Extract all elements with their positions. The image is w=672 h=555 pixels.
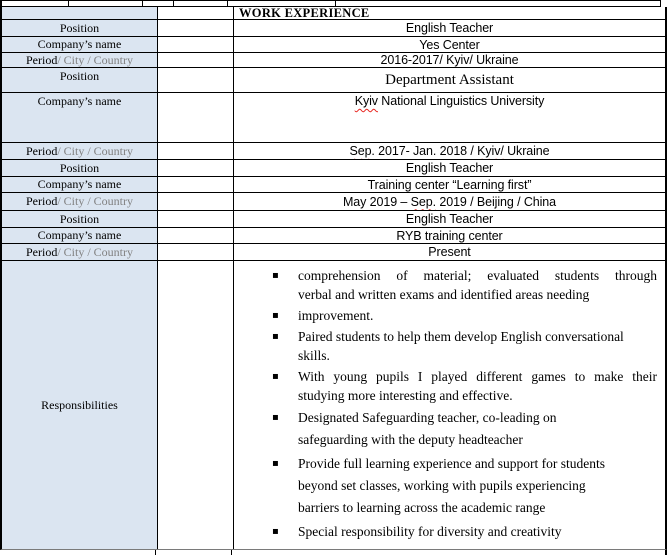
row-label-cell [2, 244, 158, 260]
value-text-part: Department Assistant [385, 71, 514, 88]
table-row [2, 211, 665, 228]
bullet-item [272, 367, 657, 405]
table-row [2, 93, 665, 143]
row-middle-cell [158, 20, 234, 36]
table-row [2, 244, 665, 261]
previous-table-row-remnant [0, 0, 661, 7]
bullet-square-icon: ▪ [272, 526, 279, 537]
row-middle-cell [158, 211, 234, 227]
row-middle-cell [158, 93, 234, 142]
value-text-part: English Teacher [405, 21, 494, 35]
row-label-cell [2, 143, 158, 159]
bullet-square-icon: ▪ [272, 310, 279, 321]
misspelled-text: Kyiv [354, 94, 378, 108]
row-label-cell [2, 211, 158, 227]
grid-line [227, 1, 228, 6]
work-experience-table [0, 7, 667, 550]
row-value [368, 178, 532, 192]
bullet-line: With young pupils I played different games to make their [298, 369, 657, 384]
responsibilities-cell [234, 261, 665, 549]
value-text-part: Training center “Learning first” [367, 177, 532, 192]
value-text-part: Ukraine [503, 144, 550, 158]
grid-line [665, 550, 667, 555]
bullet-line: improvement. [298, 308, 374, 323]
row-value [396, 229, 502, 243]
bullet-line: barriers to learning across the academic range [298, 500, 546, 515]
table-row [2, 143, 665, 160]
table-row [2, 261, 665, 549]
row-label-muted-part: / City / Country [57, 194, 134, 208]
row-value-cell [234, 143, 665, 159]
bullet-item [272, 407, 657, 451]
row-label-cell [2, 20, 158, 36]
row-middle-cell [158, 244, 234, 260]
row-middle-cell [158, 143, 234, 159]
table-row [2, 68, 665, 93]
row-value [406, 212, 493, 226]
bullet-line: Paired students to help them develop English conversational [298, 329, 624, 344]
table-row [2, 53, 665, 68]
table-row [2, 228, 665, 244]
row-middle-cell [158, 177, 234, 192]
row-label: Company’s name [37, 228, 122, 242]
misspelled-text: Sep. [410, 194, 436, 209]
responsibilities-list [242, 266, 657, 543]
table-row [2, 193, 665, 211]
row-label-muted-part: / City / Country [57, 244, 134, 259]
table-row [2, 160, 665, 177]
row-label: Period [25, 53, 58, 67]
row-label-cell [2, 68, 158, 92]
bullet-line: safeguarding with the deputy headteacher [298, 432, 523, 447]
row-label-cell [2, 177, 158, 192]
row-value [385, 72, 514, 89]
row-label-cell [2, 53, 158, 67]
grid-line [155, 550, 156, 555]
row-value-cell [234, 37, 665, 52]
value-text-part: 2019 / Beijing / China [436, 194, 557, 209]
grid-line [231, 550, 232, 555]
bullet-item [272, 453, 657, 519]
value-text-part: 2017- Jan. 2018 / [374, 144, 478, 158]
grid-line [173, 1, 174, 6]
row-value [419, 38, 479, 52]
bullet-line: skills. [298, 348, 330, 363]
row-label: Period [25, 143, 58, 158]
row-label: Responsibilities [41, 397, 118, 412]
row-label: Position [59, 211, 100, 226]
table-header-row [2, 7, 665, 20]
table-row [2, 20, 665, 37]
row-middle-cell [158, 160, 234, 176]
row-label-cell [2, 160, 158, 176]
value-text-part: RYB training center [396, 228, 503, 243]
row-value [355, 94, 545, 108]
row-label: Position [59, 69, 100, 83]
table-cutoff-row [0, 550, 667, 555]
row-label-cell [2, 7, 158, 19]
row-middle-cell [158, 193, 234, 210]
row-middle-cell [158, 53, 234, 67]
bullet-line: Provide full learning experience and support for students [298, 456, 606, 471]
row-middle-cell [158, 7, 234, 19]
row-label: Position [59, 20, 100, 35]
misspelled-text: Kyiv/ [477, 144, 504, 158]
grid-line [68, 1, 69, 6]
value-text-part: / Ukraine [469, 53, 519, 67]
section-title-cell [234, 7, 665, 19]
row-label: Period [25, 194, 58, 208]
row-value-cell [234, 53, 665, 67]
row-label-muted-part: / City / Country [57, 143, 134, 158]
row-value-cell [234, 93, 665, 142]
row-label: Period [25, 244, 58, 259]
bullet-square-icon: ▪ [272, 331, 279, 342]
value-text-part: Present [428, 245, 471, 259]
value-text-part: May 2019 – [342, 194, 411, 209]
row-value-cell [234, 68, 665, 92]
value-text-part: 2016-2017/ [380, 53, 447, 67]
table-row [2, 37, 665, 53]
row-label-cell [2, 93, 158, 142]
row-middle-cell [158, 37, 234, 52]
row-value-cell [234, 20, 665, 36]
bullet-line: Special responsibility for diversity and creativity [298, 524, 562, 539]
row-middle-cell [158, 228, 234, 243]
row-value [349, 144, 549, 158]
bullet-square-icon: ▪ [272, 458, 279, 469]
row-label-cell [2, 37, 158, 52]
row-label-muted-part: / City / Country [57, 53, 134, 67]
bullet-item [272, 327, 657, 365]
bullet-square-icon: ▪ [272, 371, 279, 382]
bullet-square-icon: ▪ [272, 270, 279, 281]
bullet-item [272, 521, 657, 543]
row-value [406, 21, 493, 35]
row-value-cell [234, 228, 665, 243]
row-middle-cell [158, 261, 234, 549]
value-text-part: Yes Center [419, 37, 480, 52]
row-label-cell [2, 193, 158, 210]
misspelled-text: Kyiv [446, 53, 470, 67]
bullet-line: comprehension of material; evaluated students through [298, 268, 657, 283]
table-row [2, 177, 665, 193]
misspelled-text: Sep. [349, 144, 375, 158]
row-label: Company’s name [37, 177, 122, 191]
grid-line [335, 1, 336, 6]
bullet-square-icon: ▪ [272, 412, 279, 423]
row-middle-cell [158, 68, 234, 92]
row-label: Company’s name [37, 94, 122, 108]
bullet-line: studying more interesting and effective. [298, 388, 513, 403]
section-title: WORK EXPERIENCE [239, 7, 370, 19]
bullet-line: Designated Safeguarding teacher, co-leading on [298, 410, 557, 425]
bullet-line: verbal and written exams and identified areas needing [298, 287, 590, 302]
bullet-item [272, 266, 657, 304]
row-value-cell [234, 244, 665, 260]
row-value [428, 245, 470, 259]
value-text-part: English Teacher [405, 212, 494, 226]
row-label: Position [59, 160, 100, 175]
value-text-part: English Teacher [405, 161, 494, 175]
row-label-cell [2, 261, 158, 549]
grid-line [142, 1, 143, 6]
row-value [381, 53, 519, 67]
row-label-cell [2, 228, 158, 243]
row-value-cell [234, 211, 665, 227]
row-value-cell [234, 160, 665, 176]
row-label: Company’s name [37, 37, 122, 51]
row-value-cell [234, 177, 665, 192]
bullet-item [272, 306, 657, 325]
bullet-line: beyond set classes, working with pupils experiencing [298, 478, 586, 493]
value-text-part: National Linguistics University [377, 94, 545, 108]
row-value [406, 161, 493, 175]
row-value [343, 195, 556, 209]
row-value-cell [234, 193, 665, 210]
